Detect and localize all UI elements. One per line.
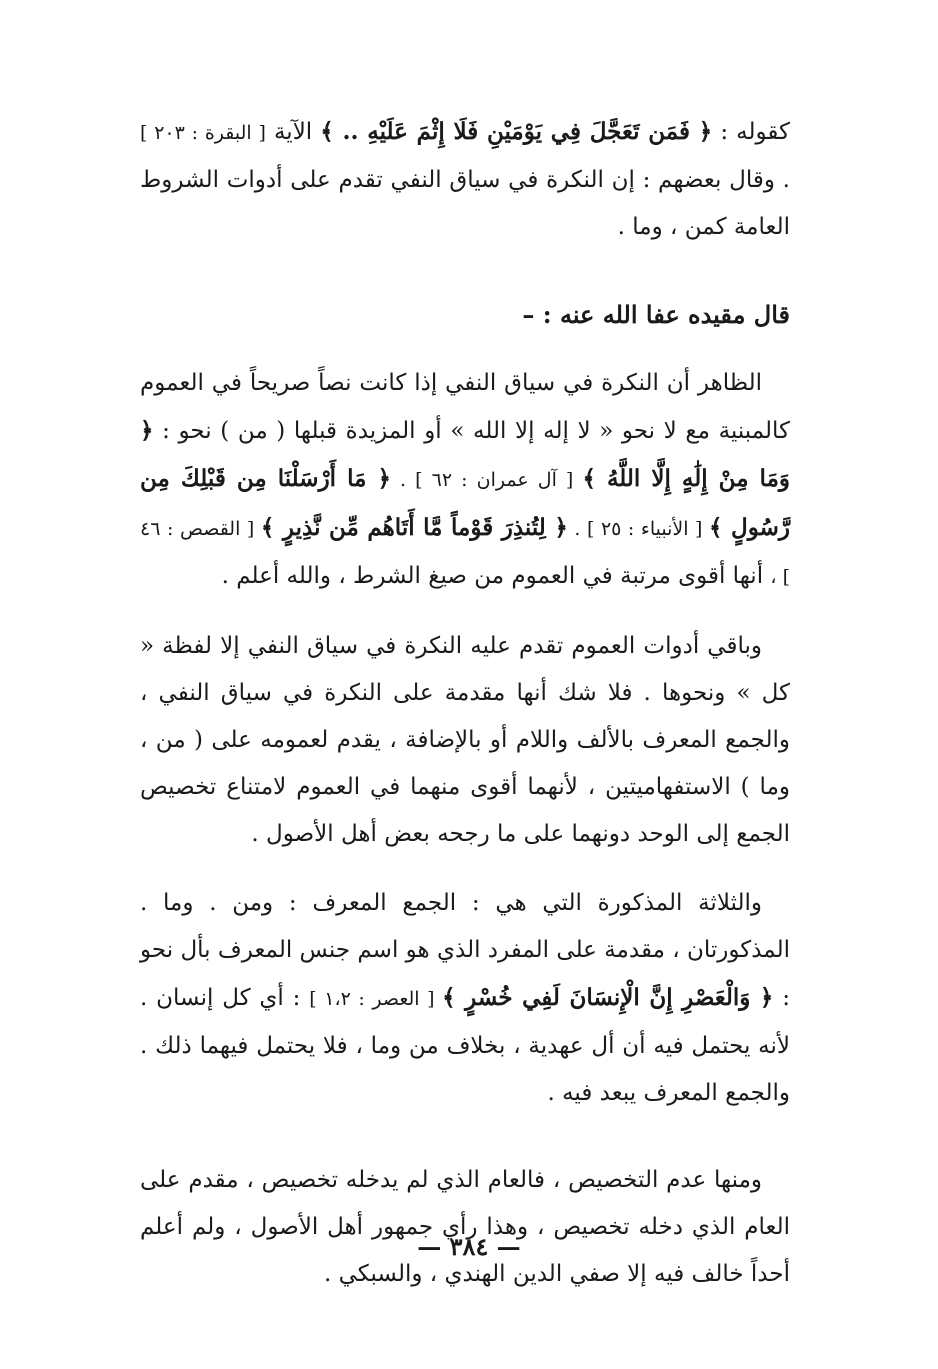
text-span: أنها أقوى مرتبة في العموم من صيغ الشرط ، والله أعلم . — [221, 563, 771, 589]
text-span: كقوله : — [712, 119, 790, 145]
text-span: : أي كل إنسان . لأنه يحتمل فيه أن أل عهدية ، بخلاف من وما ، فلا يحتمل فيهما ذلك . والجمع المعرف يبعد فيه . — [140, 985, 790, 1106]
verse-reference: [ القصص : ٤٦ ] ، — [140, 518, 790, 588]
paragraph-2 — [140, 360, 790, 601]
text-span: الظاهر أن النكرة في سياق النفي إذا كانت نصاً صريحاً في العموم كالمبنية مع لا نحو « لا إله إلا الله » أو المزيدة قبلها ( من ) نحو : — [140, 370, 790, 444]
verse-reference: [ الأنبياء : ٢٥ ] . — [567, 518, 710, 540]
quran-quote: ﴿ وَالْعَصْرِ إِنَّ الْإِنسَانَ لَفِي خُسْرٍ ﴾ — [442, 984, 774, 1011]
verse-reference: [ آل عمران : ٦٢ ] . — [390, 469, 583, 491]
text-span: الآية — [265, 119, 321, 145]
quran-quote: ﴿ وَمَا مِنْ إِلَٰهٍ إِلَّا اللَّهُ ﴾ — [140, 417, 790, 492]
paragraph-4 — [140, 880, 790, 1117]
paragraph-5: ومنها عدم التخصيص ، فالعام الذي لم يدخله تخصيص ، مقدم على العام الذي دخله تخصيص ، وهذا رأي جمهور أهل الأصول ، ولم أعلم أحداً خالف فيه إلا صفي الدين الهندي ، والسبكي . — [140, 1167, 790, 1287]
verse-reference: [ العصر : ١،٢ ] — [309, 988, 443, 1010]
text-span: والثلاثة المذكورة التي هي : الجمع المعرف : ومن . وما . المذكورتان ، مقدمة على المفرد الذي هو اسم جنس المعرف بأل نحو : — [140, 890, 791, 1011]
text-span: . وقال بعضهم : إن النكرة في سياق النفي تقدم على أدوات الشروط العامة كمن ، وما . — [140, 167, 790, 240]
section-heading: قال مقيده عفا الله عنه : – — [522, 300, 790, 329]
quran-quote: ﴿ لِتُنذِرَ قَوْماً مَّا أَتَاهُم مِّن نَّذِيرٍ ﴾ — [260, 514, 568, 541]
paragraph-3: وباقي أدوات العموم تقدم عليه النكرة في سياق النفي إلا لفظة « كل » ونحوها . فلا شك أنها مقدمة على النكرة في سياق النفي ، والجمع المعرف بالألف واللام أو بالإضافة ، يقدم لعمومه على ( من ، وما ) الاستفهاميتين ، لأنهما أقوى منهما في العموم لامتناع تخصيص الجمع إلى الوحد دونهما على ما رجحه بعض أهل الأصول . — [140, 633, 790, 847]
quran-quote: ﴿ مَا أَرْسَلْنَا مِن قَبْلِكَ مِن رَّسُولٍ ﴾ — [140, 465, 791, 541]
page-body — [140, 108, 790, 1298]
paragraph-1 — [140, 108, 790, 251]
page-number: — ٣٨٤ — — [417, 1232, 521, 1261]
quran-quote: ﴿ فَمَن تَعَجَّلَ فِي يَوْمَيْنِ فَلَا إِثْمَ عَلَيْهِ .. ﴾ — [320, 118, 713, 145]
verse-reference: [ البقرة : ٢٠٣ ] — [140, 122, 266, 144]
